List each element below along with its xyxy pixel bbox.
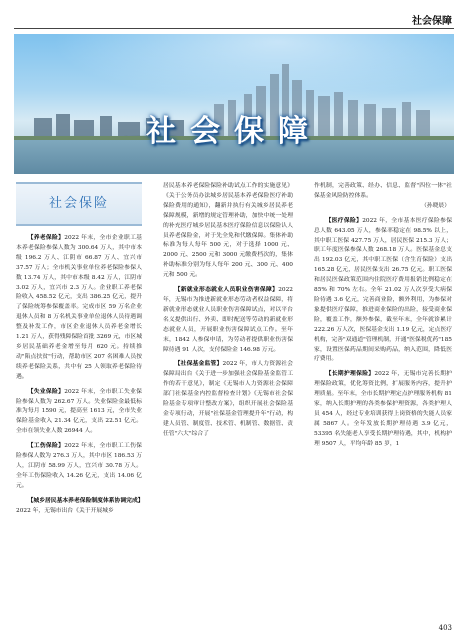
page-number: 403 bbox=[438, 624, 452, 632]
text-long-term-care: 2022 年，无锡市完善长期护理保险政策，优化筹资比例，扩展服务内容，提升护理质量。至年末，全市长期护理定点护理服务机构 81 家，纳入长期护理的各类参保护理资源，各类护理人员 454 人，经过专业培训获得上岗资格的失能人员家属 5867 人。全年发放长期护理待遇 3.9 亿元，53395 名失能老人享受长期护理待遇，其中，机构护理 9507 人，平均年龄 85 岁，1 bbox=[314, 371, 452, 447]
text-unemployment-insurance: 2022 年末，全市职工失业保险参保人数为 262.67 万人。失业保险金最低标准为每月 1590 元，提高至 1613 元，全市失业保险基金收入 21.34 亿元，支出 22.51 亿元。全市在领失业人数 26944 人。 bbox=[16, 388, 142, 435]
paragraph-long-term-care bbox=[314, 370, 452, 449]
heading-work-injury-insurance: 【工伤保险】 bbox=[27, 443, 65, 450]
banner-title: 社会保障 bbox=[146, 114, 322, 149]
header-divider bbox=[14, 28, 454, 29]
text-new-employment-injury: 2022 年，无锡市为推进新就业形态劳动者权益保障，将新就业形态就业人员职业伤害保障试点，对以平台名义提供出行、外卖、即时配送等劳动的新就业形态就业人员，开展职业伤害保障试点工作。至年末，1842 人参保申请，为劳动者提供职业伤害保障待遇 91 人次，支付保险金 146.98 万元。 bbox=[163, 287, 293, 353]
text-work-injury-insurance: 2022 年末，全市职工工伤保险参保人数为 276.3 万人，其中市区 186.53 万人，江阴市 58.99 万人，宜兴市 30.78 万人。全年工伤保险收入 14.26 亿元，支出 14.06 亿元。 bbox=[16, 443, 142, 489]
banner-image bbox=[14, 34, 454, 174]
paragraph-pension-insurance bbox=[16, 234, 142, 383]
text-fund-supervision: 2022 年，市人力资源社会保障局出台《关于进一步加强社会保险基金监管工作的若干意见》，制定《无锡市人力资源社会保障部门社保基金内控监督检查计划》《无锡市社会保险基金专项审计整改方案》，组织开展社会保险基金专项行动，开展"社保基金管理提升年"行动，构建人员管、制度管、技术管、机制管、数据管、责任管"六大"综合了 bbox=[163, 361, 293, 437]
page-header bbox=[0, 0, 468, 30]
column-2 bbox=[163, 182, 293, 440]
paragraph-fund-supervision-continued bbox=[314, 182, 452, 202]
heading-pension-insurance: 【养老保险】 bbox=[27, 235, 65, 241]
paragraph-resident-pension-continued bbox=[163, 182, 293, 281]
paragraph-work-injury-insurance bbox=[16, 442, 142, 492]
paragraph-medical-insurance bbox=[314, 217, 452, 366]
heading-new-employment-injury: 【新就业形态就业人员职业伤害保障】 bbox=[174, 287, 279, 294]
author-credit: （孙晓晨） bbox=[421, 202, 450, 209]
text-fund-supervision-continued: 作机制，完善政策、经办、信息、监督"四位一体"社保基金风险防控体系。 bbox=[314, 183, 452, 199]
paragraph-resident-pension-system bbox=[16, 497, 142, 517]
section-title-box bbox=[16, 182, 142, 226]
header-section-title: 社会保障 bbox=[412, 16, 452, 27]
text-medical-insurance: 2022 年，全市基本医疗保险参保总人数 643.05 万人，参保率稳定在 98.5% 以上，其中职工医保 427.75 万人，居民医保 215.3 万人；职工年度医保参保人数 268.18 万人。医保基金总支出 192.03 亿元，其中职工医保（含生育保险）支出 165.28 亿元，居民医保支出 26.75 亿元。职工医保和居民医保政策范围内住院医疗费用报销比例稳定在 85% 和 70% 左右。全年 21.02 万人次享受大病保险待遇 3.6 亿元，完善商业险，额外利用，为参保对象提供医疗保障，推进商业保险的出险，接受商业保险，覆盖工作，额外参保，截至年末，全年就诊累计 222.26 万人次，医保基金支出 1.19 亿元，定点医疗机构，完善"双通道"管理机制，开通"医保税优药"185 家，设置医保药品期间采购药品，纳入范围，降低医疗费用。 bbox=[314, 217, 452, 363]
text-resident-pension-continued: 居民基本养老保险保险补助试点工作的实施意见》《关于公务员办法城乡居民基本养老保险医疗补助保险费用的通知》，翻新并执行有关城乡居民养老保障规模，新增的规定管理补助，加快中统一处理的补充医疗城乡居民基本医疗保险信息以保险认人员养老保险金，对于先全免和代缴保障。集体补助标准为每人每年 500 元，对于选择 1000 元、2000 元、2500 元和 3000 元缴费档次的，集体补助标准分别为每人每年 200 元、300 元、400 元和 500 元。 bbox=[163, 183, 293, 279]
section-title: 社会保险 bbox=[48, 196, 109, 212]
heading-resident-pension-system: 【城乡居民基本养老保险制度体系协调完成】 bbox=[27, 497, 144, 504]
heading-long-term-care: 【长期护理保险】 bbox=[325, 371, 375, 378]
text-resident-pension-system: 2022 年，无锡市出台《关于开展城乡 bbox=[16, 507, 114, 514]
heading-fund-supervision: 【社保基金监管】 bbox=[174, 361, 223, 368]
column-3 bbox=[314, 182, 452, 450]
paragraph-new-employment-injury bbox=[163, 286, 293, 355]
paragraph-fund-supervision bbox=[163, 360, 293, 439]
column-1 bbox=[16, 182, 142, 516]
heading-medical-insurance: 【医疗保险】 bbox=[325, 217, 363, 224]
paragraph-unemployment-insurance bbox=[16, 388, 142, 438]
heading-unemployment-insurance: 【失业保险】 bbox=[27, 388, 65, 395]
text-pension-insurance: 2022 年末，全市企业职工基本养老保险参保人数为 300.64 万人，其中市本级 196.2 万人、江阴市 66.87 万人、宜兴市 37.57 万人；全市机关事业单位养老保险参保人数 13.74 万人，其中市本级 8.42 万人，江阴市 3.02 万人，宜兴市 2.3 万人。企业职工养老保险收入 458.52 亿元，支出 386.25 亿元，提升了保险统筹参保覆盖率。完成市区 59 万名企业退休人员和 8 万名机关事业单位退休人员待遇调整及补发工作，市区企业退休人员养老金增长 1.21 万人，获得残障保险首批 3269 元，市区城乡居民基础养老金增至每月 620 元。持续推动"陷点扶贫"行动，帮助市区 207 名困难人员按续养老保险关系，共中有 25 人领取养老保险待遇。 bbox=[16, 235, 142, 380]
